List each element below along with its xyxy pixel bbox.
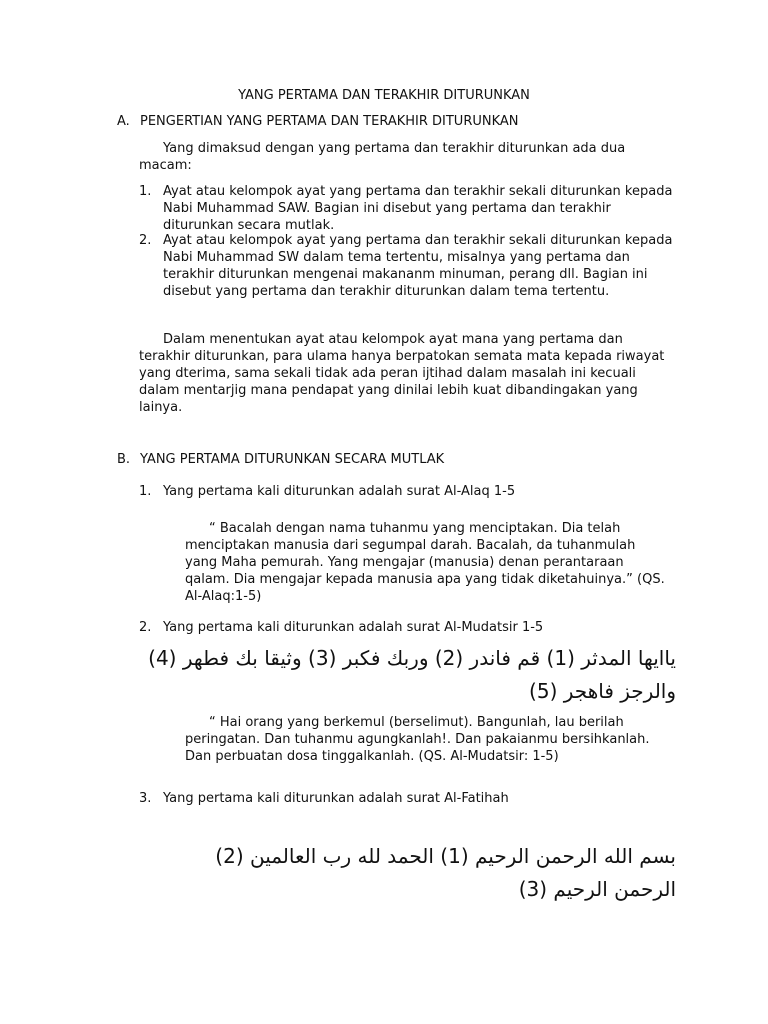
quote-al-alaq: “ Bacalah dengan nama tuhanmu yang menciptakan. Dia telah menciptakan manusia dari segumpal darah. Bacalah, da tuhanmulah yang Maha pemurah. Yang mengajar (manusia) denan perantaraan qalam. Dia mengajar kepada manusia apa yang tidak diketahuinya.” (QS. Al-Alaq:1-5) — [185, 521, 665, 604]
section-b-item-3 — [139, 790, 674, 807]
list-number: 1. — [139, 184, 152, 199]
section-b-item-2 — [139, 619, 674, 636]
section-a-label: A. — [117, 114, 130, 129]
list-number: 2. — [139, 233, 152, 248]
section-b-title: YANG PERTAMA DITURUNKAN SECARA MUTLAK — [140, 452, 445, 467]
list-item-text: Ayat atau kelompok ayat yang pertama dan terakhir sekali diturunkan kepada Nabi Muhammad SAW. Bagian ini disebut yang pertama dan terakhir diturunkan secara mutlak. — [163, 184, 673, 233]
list-number: 3. — [139, 791, 152, 806]
list-item-text: Ayat atau kelompok ayat yang pertama dan terakhir sekali diturunkan kepada Nabi Muhammad SW dalam tema tertentu, misalnya yang pertama dan terakhir diturunkan mengenai makananm minuman, perang dll. Bagian ini disebut yang pertama dan terakhir diturunkan dalam tema tertentu. — [163, 233, 673, 299]
section-b-heading — [117, 451, 677, 468]
list-number: 1. — [139, 484, 152, 499]
section-a-title: PENGERTIAN YANG PERTAMA DAN TERAKHIR DITURUNKAN — [140, 114, 519, 129]
list-item-text: Yang pertama kali diturunkan adalah surat Al-Fatihah — [163, 791, 509, 806]
arabic-verse-al-fatihah: بسم الله الرحمن الرحيم (1) الحمد لله رب العالمين (2) الرحمن الرحيم (3) — [215, 844, 676, 901]
section-a-heading — [117, 113, 677, 130]
quote-al-mudatsir: “ Hai orang yang berkemul (berselimut). Bangunlah, lau berilah peringatan. Dan tuhanmu agungkanlah!. Dan pakaianmu bersihkanlah. Dan perbuatan dosa tinggalkanlah. (QS. Al-Mudatsir: 1-5) — [185, 715, 650, 764]
section-b-label: B. — [117, 452, 131, 467]
list-number: 2. — [139, 620, 152, 635]
document-title: YANG PERTAMA DAN TERAKHIR DITURUNKAN — [238, 88, 530, 103]
arabic-verse-al-mudatsir: ياايها المدثر (1) قم فاندر (2) وربك فكبر (3) وثيقا بك فطهر (4) والرجز فاهجر (5) — [148, 646, 676, 703]
list-item-text: Yang pertama kali diturunkan adalah surat Al-Mudatsir 1-5 — [163, 620, 544, 635]
section-b-item-1 — [139, 483, 674, 500]
list-item-text: Yang pertama kali diturunkan adalah surat Al-Alaq 1-5 — [163, 484, 516, 499]
section-a-item-2 — [139, 232, 674, 300]
section-a-closing: Dalam menentukan ayat atau kelompok ayat mana yang pertama dan terakhir diturunkan, para ulama hanya berpatokan semata mata kepada riwayat yang dterima, sama sekali tidak ada peran ijtihad dalam masalah ini kecuali dalam mentarjig mana pendapat yang dinilai lebih kuat dibandingakan yang lainya. — [139, 332, 665, 415]
section-a-item-1 — [139, 183, 674, 234]
section-a-intro: Yang dimaksud dengan yang pertama dan terakhir diturunkan ada dua macam: — [139, 141, 626, 173]
